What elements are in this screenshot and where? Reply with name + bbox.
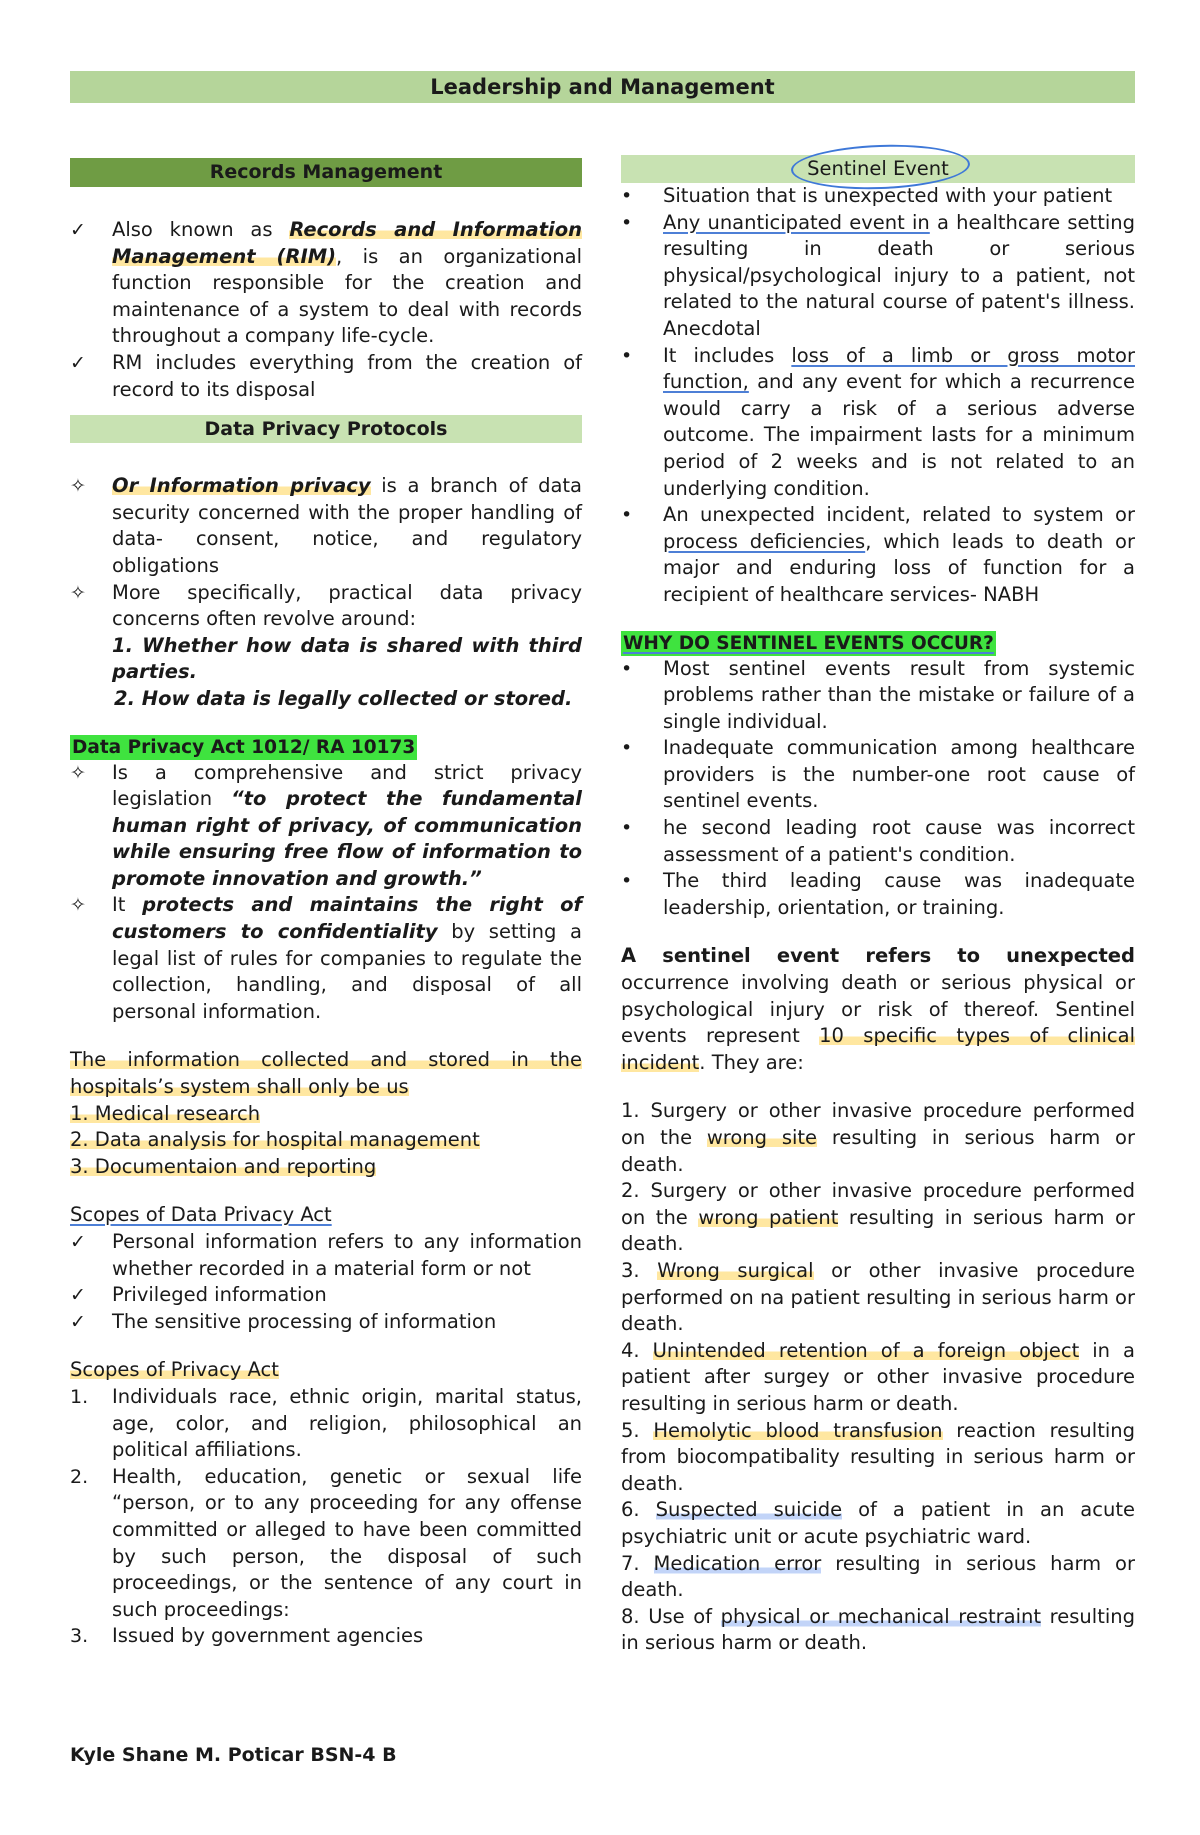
checkmark-icon: ✓ <box>70 219 86 241</box>
bullet-icon: • <box>621 737 633 760</box>
why-item: • he second leading root cause was incorrect assessment of a patient's condition. <box>621 816 1135 866</box>
sentinel-header: Sentinel Event <box>621 155 1135 183</box>
sentinel-type-item: 4. Unintended retention of a foreign object in a patient after surgey or other invasive procedure resulting in serious harm or death. <box>621 1338 1136 1415</box>
scopes-pa-item: 2. Health, education, genetic or sexual life “person, or to any proceeding for any offense committed or alleged to have been committed by such person, the disposal of such proceedings, or the sentence of any court in such proceedings: <box>70 1464 582 1621</box>
bullet-icon: • <box>621 504 633 527</box>
why-item: • The third leading cause was inadequate leadership, orientation, or training. <box>621 869 1135 919</box>
checkmark-icon: ✓ <box>70 1284 86 1307</box>
why-item: • Most sentinel events result from systemic problems rather than the mistake or failure of a single individual. <box>621 656 1135 733</box>
summary-paragraph: A sentinel event refers to unexpected occurrence involving death or serious physical or psychological injury or risk of thereof. Sentinel events represent 10 specific types of clinical incident. They are: <box>621 944 1135 1074</box>
four-point-star-icon: ✧ <box>70 761 86 784</box>
bullet-icon: • <box>621 211 633 234</box>
records-header: Records Management <box>70 158 582 187</box>
privacy-header: Data Privacy Protocols <box>70 415 582 443</box>
bullet-icon: • <box>621 870 633 893</box>
usage-item: 2. Data analysis for hospital management <box>70 1128 480 1152</box>
page-title: Leadership and Management <box>70 71 1135 103</box>
sentinel-type-item: 5. Hemolytic blood transfusion reaction resulting from biocompatibality resulting in serious harm or death. <box>621 1418 1136 1495</box>
sentinel-item: • Any unanticipated event in a healthcare setting resulting in death or serious physical/psychological injury to a patient, not related to the natural course of patent's illness. Anecdotal <box>621 210 1135 340</box>
why-header: WHY DO SENTINEL EVENTS OCCUR? <box>623 632 994 654</box>
why-item: • Inadequate communication among healthcare providers is the number-one root cause of sentinel events. <box>621 736 1135 813</box>
bullet-icon: • <box>621 657 633 680</box>
sentinel-type-item: 8. Use of physical or mechanical restraint resulting in serious harm or death. <box>621 1604 1135 1655</box>
act-item: ✧ Is a comprehensive and strict privacy legislation “to protect the fundamental human right of privacy, of communication while ensuring free flow of information to promote innovation and growth.” <box>70 760 582 890</box>
privacy-item: ✧ Or Information privacy is a branch of data security concerned with the proper handling of data- consent, notice, and regulatory obligations <box>70 474 582 577</box>
scopes-dpa-item: ✓ Privileged information <box>70 1282 582 1309</box>
right-column <box>621 155 1135 1657</box>
four-point-star-icon: ✧ <box>70 894 86 917</box>
sentinel-type-item: 3. Wrong surgical or other invasive procedure performed on na patient resulting in serious harm or death. <box>621 1258 1135 1336</box>
records-item: ✓ Also known as Records and Information Management (RIM), is an organizational function responsible for the creation and maintenance of a system to deal with records throughout a company life-cycle. <box>70 218 582 348</box>
sentinel-type-item: 1. Surgery or other invasive procedure performed on the wrong site resulting in serious harm or death. <box>621 1099 1135 1176</box>
sentinel-type-item: 6. Suspected suicide of a patient in an acute psychiatric unit or acute psychiatric ward. <box>621 1498 1135 1548</box>
checkmark-icon: ✓ <box>70 1231 86 1253</box>
scopes-dpa-item: ✓ Personal information refers to any information whether recorded in a material form or not <box>70 1230 582 1280</box>
act-item: ✧ It protects and maintains the right of customers to confidentiality by setting a legal list of rules for companies to regulate the collection, handling, and disposal of all personal information. <box>70 893 582 1023</box>
checkmark-icon: ✓ <box>70 1310 86 1333</box>
privacy-sub-item: 2. How data is legally collected or stored. <box>114 686 573 710</box>
sentinel-type-item: 2. Surgery or other invasive procedure performed on the wrong patient resulting in serious harm or death. <box>621 1179 1136 1256</box>
sentinel-item: • Situation that is unexpected with your patient <box>621 183 1135 210</box>
scopes-pa-item: 1. Individuals race, ethnic origin, marital status, age, color, and religion, philosophical an political affiliations. <box>70 1384 582 1462</box>
checkmark-icon: ✓ <box>70 351 86 374</box>
records-item: ✓ RM includes everything from the creation of record to its disposal <box>70 350 582 401</box>
usage-item: 1. Medical research <box>70 1101 261 1125</box>
author-footer: Kyle Shane M. Poticar BSN-4 B <box>70 1744 397 1766</box>
left-column <box>70 158 582 1650</box>
sentinel-item: • An unexpected incident, related to system or process deficiencies, which leads to death or major and enduring loss of function for a recipient of healthcare services- NABH <box>621 503 1135 606</box>
sentinel-type-item: 7. Medication error resulting in serious harm or death. <box>621 1551 1135 1602</box>
scopes-pa-item: 3. Issued by government agencies <box>70 1624 424 1648</box>
bullet-icon: • <box>621 817 633 840</box>
sentinel-item: • It includes loss of a limb or gross motor function, and any event for which a recurrence would carry a risk of a serious adverse outcome. The impairment lasts for a minimum period of 2 weeks and is not related to an underlying condition. <box>621 343 1135 500</box>
privacy-item: ✧ More specifically, practical data privacy concerns often revolve around: 1. Whether how data is shared with third parties. 2. How data is legally collected or stored. <box>70 580 582 713</box>
usage-intro: The information collected and stored in the hospitals’s system shall only be us <box>70 1048 582 1099</box>
scopes-dpa-title: Scopes of Data Privacy Act <box>70 1203 332 1227</box>
usage-item: 3. Documentaion and reporting <box>70 1154 377 1178</box>
bullet-icon: • <box>621 344 633 367</box>
four-point-star-icon: ✧ <box>70 581 86 604</box>
scopes-pa-title: Scopes of Privacy Act <box>70 1358 279 1382</box>
act-header: Data Privacy Act 1012/ RA 10173 <box>72 736 416 758</box>
sentinel-types-list <box>621 1098 1135 1656</box>
scopes-dpa-item: ✓ The sensitive processing of information <box>70 1309 582 1336</box>
bullet-icon: • <box>621 185 633 207</box>
privacy-sub-item: 1. Whether how data is shared with third parties. <box>112 633 582 684</box>
four-point-star-icon: ✧ <box>70 475 86 498</box>
